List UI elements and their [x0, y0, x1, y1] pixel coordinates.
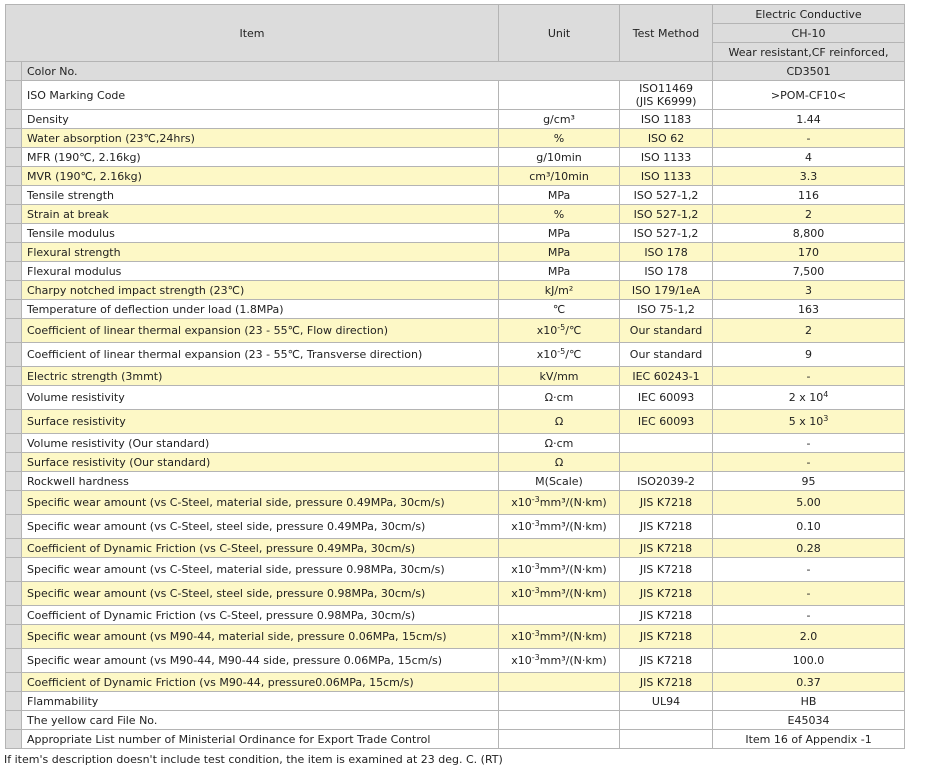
cell-test-method: ISO11469 (JIS K6999)	[620, 81, 713, 110]
table-row	[6, 491, 905, 515]
cell-value: 3	[713, 281, 905, 300]
table-row	[6, 224, 905, 243]
cell-unit	[499, 730, 620, 749]
cell-value: 100.0	[713, 649, 905, 673]
cell-value: 116	[713, 186, 905, 205]
cell-test-method: ISO 75-1,2	[620, 300, 713, 319]
row-gutter	[6, 434, 22, 453]
cell-unit: cm³/10min	[499, 167, 620, 186]
cell-unit: %	[499, 129, 620, 148]
row-gutter	[6, 281, 22, 300]
table-row	[6, 625, 905, 649]
cell-test-method	[620, 711, 713, 730]
footnote: If item's description doesn't include test condition, the item is examined at 23 deg. C. (RT)	[4, 753, 503, 766]
cell-test-method: ISO 179/1eA	[620, 281, 713, 300]
table-row	[6, 410, 905, 434]
cell-unit: Ω	[499, 453, 620, 472]
cell-item: Water absorption (23℃,24hrs)	[22, 129, 499, 148]
cell-item: Specific wear amount (vs C-Steel, material side, pressure 0.98MPa, 30cm/s)	[22, 558, 499, 582]
cell-unit: M(Scale)	[499, 472, 620, 491]
cell-test-method: ISO 178	[620, 262, 713, 281]
cell-unit: MPa	[499, 262, 620, 281]
cell-unit: Ω·cm	[499, 434, 620, 453]
table-row	[6, 81, 905, 110]
cell-item: Volume resistivity (Our standard)	[22, 434, 499, 453]
row-gutter	[6, 649, 22, 673]
cell-value: >POM-CF10<	[713, 81, 905, 110]
cell-unit: MPa	[499, 243, 620, 262]
table-row	[6, 205, 905, 224]
row-gutter	[6, 386, 22, 410]
cell-item: Coefficient of Dynamic Friction (vs C-Steel, pressure 0.98MPa, 30cm/s)	[22, 606, 499, 625]
color-label: Color No.	[22, 62, 713, 81]
cell-value: 7,500	[713, 262, 905, 281]
cell-unit: $x10^{-3}mm^3/(N\cdot km)$	[499, 649, 620, 673]
cell-test-method: ISO 527-1,2	[620, 224, 713, 243]
row-gutter	[6, 472, 22, 491]
cell-item: Specific wear amount (vs M90-44, M90-44 side, pressure 0.06MPa, 15cm/s)	[22, 649, 499, 673]
property-table	[5, 4, 905, 749]
cell-unit: kV/mm	[499, 367, 620, 386]
row-gutter	[6, 343, 22, 367]
cell-unit: $x10^{-3}mm^3/(N\cdot km)$	[499, 582, 620, 606]
row-gutter	[6, 453, 22, 472]
table-row	[6, 582, 905, 606]
cell-item: Surface resistivity (Our standard)	[22, 453, 499, 472]
cell-value: 163	[713, 300, 905, 319]
table-row	[6, 386, 905, 410]
row-gutter	[6, 319, 22, 343]
table-row	[6, 730, 905, 749]
cell-value: 4	[713, 148, 905, 167]
cell-unit: Ω	[499, 410, 620, 434]
cell-test-method: JIS K7218	[620, 582, 713, 606]
cell-item: MVR (190℃, 2.16kg)	[22, 167, 499, 186]
cell-test-method: JIS K7218	[620, 606, 713, 625]
cell-item: Specific wear amount (vs C-Steel, steel side, pressure 0.98MPa, 30cm/s)	[22, 582, 499, 606]
row-gutter	[6, 186, 22, 205]
cell-unit: ℃	[499, 300, 620, 319]
cell-item: The yellow card File No.	[22, 711, 499, 730]
cell-unit	[499, 711, 620, 730]
cell-unit: $x10^{-5}/℃$	[499, 319, 620, 343]
cell-item: Flexural strength	[22, 243, 499, 262]
cell-value: 0.37	[713, 673, 905, 692]
table-row	[6, 606, 905, 625]
cell-item: Tensile strength	[22, 186, 499, 205]
cell-test-method	[620, 453, 713, 472]
table-row	[6, 472, 905, 491]
cell-item: Coefficient of linear thermal expansion (23 - 55℃, Flow direction)	[22, 319, 499, 343]
color-row	[6, 62, 905, 81]
cell-unit: Ω·cm	[499, 386, 620, 410]
cell-item: Temperature of deflection under load (1.8MPa)	[22, 300, 499, 319]
cell-value: 2	[713, 205, 905, 224]
row-gutter	[6, 129, 22, 148]
cell-test-method: IEC 60093	[620, 410, 713, 434]
table-row	[6, 129, 905, 148]
cell-test-method: ISO 527-1,2	[620, 186, 713, 205]
cell-unit: kJ/m²	[499, 281, 620, 300]
header-grade-name: CH-10	[713, 24, 905, 43]
cell-item: Coefficient of Dynamic Friction (vs C-Steel, pressure 0.49MPa, 30cm/s)	[22, 539, 499, 558]
cell-value: 5.00	[713, 491, 905, 515]
row-gutter	[6, 491, 22, 515]
row-gutter	[6, 730, 22, 749]
table-row	[6, 711, 905, 730]
row-gutter	[6, 692, 22, 711]
color-value: CD3501	[713, 62, 905, 81]
row-gutter	[6, 62, 22, 81]
cell-test-method: ISO 178	[620, 243, 713, 262]
header-test-method: Test Method	[620, 5, 713, 62]
cell-value: E45034	[713, 711, 905, 730]
cell-item: Specific wear amount (vs C-Steel, material side, pressure 0.49MPa, 30cm/s)	[22, 491, 499, 515]
cell-item: MFR (190℃, 2.16kg)	[22, 148, 499, 167]
table-row	[6, 281, 905, 300]
cell-item: Volume resistivity	[22, 386, 499, 410]
table-row	[6, 300, 905, 319]
cell-test-method: UL94	[620, 692, 713, 711]
cell-value: 2	[713, 319, 905, 343]
cell-test-method: IEC 60243-1	[620, 367, 713, 386]
cell-test-method: ISO 527-1,2	[620, 205, 713, 224]
cell-item: Flexural modulus	[22, 262, 499, 281]
cell-test-method: JIS K7218	[620, 558, 713, 582]
row-gutter	[6, 148, 22, 167]
header-unit: Unit	[499, 5, 620, 62]
row-gutter	[6, 300, 22, 319]
table-row	[6, 539, 905, 558]
cell-value: 9	[713, 343, 905, 367]
row-gutter	[6, 410, 22, 434]
row-gutter	[6, 110, 22, 129]
cell-test-method: ISO2039-2	[620, 472, 713, 491]
cell-value: 1.44	[713, 110, 905, 129]
table-row	[6, 148, 905, 167]
cell-unit	[499, 539, 620, 558]
cell-value: -	[713, 558, 905, 582]
row-gutter	[6, 205, 22, 224]
cell-test-method: JIS K7218	[620, 673, 713, 692]
row-gutter	[6, 81, 22, 110]
row-gutter	[6, 539, 22, 558]
cell-value: -	[713, 367, 905, 386]
row-gutter	[6, 243, 22, 262]
cell-value: 2.0	[713, 625, 905, 649]
cell-item: Charpy notched impact strength (23℃)	[22, 281, 499, 300]
cell-value: 170	[713, 243, 905, 262]
cell-unit: %	[499, 205, 620, 224]
cell-test-method	[620, 730, 713, 749]
cell-unit: $x10^{-3}mm^3/(N\cdot km)$	[499, 558, 620, 582]
cell-unit: $x10^{-3}mm^3/(N\cdot km)$	[499, 625, 620, 649]
table-row	[6, 262, 905, 281]
cell-value: 8,800	[713, 224, 905, 243]
row-gutter	[6, 582, 22, 606]
cell-item: Coefficient of Dynamic Friction (vs M90-44, pressure0.06MPa, 15cm/s)	[22, 673, 499, 692]
cell-test-method: ISO 1183	[620, 110, 713, 129]
cell-test-method: IEC 60093	[620, 386, 713, 410]
cell-value: 2 x $10^4$	[713, 386, 905, 410]
cell-test-method: Our standard	[620, 319, 713, 343]
cell-unit	[499, 606, 620, 625]
row-gutter	[6, 625, 22, 649]
table-row	[6, 453, 905, 472]
table-row	[6, 692, 905, 711]
property-table-container	[5, 4, 905, 749]
table-row	[6, 319, 905, 343]
cell-item: ISO Marking Code	[22, 81, 499, 110]
cell-unit: MPa	[499, 224, 620, 243]
cell-item: Surface resistivity	[22, 410, 499, 434]
cell-unit	[499, 81, 620, 110]
cell-test-method	[620, 434, 713, 453]
cell-test-method: ISO 1133	[620, 167, 713, 186]
table-row	[6, 186, 905, 205]
table-row	[6, 167, 905, 186]
table-row	[6, 110, 905, 129]
cell-value: Item 16 of Appendix -1	[713, 730, 905, 749]
row-gutter	[6, 167, 22, 186]
cell-unit	[499, 692, 620, 711]
cell-item: Flammability	[22, 692, 499, 711]
row-gutter	[6, 558, 22, 582]
table-row	[6, 515, 905, 539]
cell-unit: $x10^{-3}mm^3/(N\cdot km)$	[499, 491, 620, 515]
cell-value: -	[713, 453, 905, 472]
cell-test-method: JIS K7218	[620, 539, 713, 558]
row-gutter	[6, 224, 22, 243]
row-gutter	[6, 262, 22, 281]
row-gutter	[6, 673, 22, 692]
cell-item: Specific wear amount (vs C-Steel, steel side, pressure 0.49MPa, 30cm/s)	[22, 515, 499, 539]
table-row	[6, 434, 905, 453]
cell-item: Density	[22, 110, 499, 129]
cell-unit: $x10^{-3}mm^3/(N\cdot km)$	[499, 515, 620, 539]
row-gutter	[6, 515, 22, 539]
table-row	[6, 558, 905, 582]
cell-test-method: JIS K7218	[620, 625, 713, 649]
cell-value: 95	[713, 472, 905, 491]
cell-value: -	[713, 582, 905, 606]
cell-value: HB	[713, 692, 905, 711]
header-item: Item	[6, 5, 499, 62]
cell-value: -	[713, 606, 905, 625]
row-gutter	[6, 367, 22, 386]
cell-test-method: JIS K7218	[620, 491, 713, 515]
cell-item: Strain at break	[22, 205, 499, 224]
cell-item: Tensile modulus	[22, 224, 499, 243]
cell-value: -	[713, 434, 905, 453]
cell-test-method: ISO 62	[620, 129, 713, 148]
table-row	[6, 243, 905, 262]
cell-value: 5 x $10^3$	[713, 410, 905, 434]
table-row	[6, 367, 905, 386]
cell-unit	[499, 673, 620, 692]
cell-value: 0.28	[713, 539, 905, 558]
cell-item: Electric strength (3mmt)	[22, 367, 499, 386]
cell-test-method: JIS K7218	[620, 649, 713, 673]
cell-value: 0.10	[713, 515, 905, 539]
header-grade-desc: Wear resistant,CF reinforced,	[713, 43, 905, 62]
cell-unit: MPa	[499, 186, 620, 205]
cell-unit: g/10min	[499, 148, 620, 167]
cell-test-method: ISO 1133	[620, 148, 713, 167]
table-row	[6, 343, 905, 367]
cell-value: -	[713, 129, 905, 148]
table-row	[6, 673, 905, 692]
cell-test-method: Our standard	[620, 343, 713, 367]
row-gutter	[6, 711, 22, 730]
cell-unit: g/cm³	[499, 110, 620, 129]
cell-item: Specific wear amount (vs M90-44, material side, pressure 0.06MPa, 15cm/s)	[22, 625, 499, 649]
cell-test-method: JIS K7218	[620, 515, 713, 539]
cell-item: Rockwell hardness	[22, 472, 499, 491]
cell-item: Coefficient of linear thermal expansion (23 - 55℃, Transverse direction)	[22, 343, 499, 367]
table-row	[6, 649, 905, 673]
cell-item: Appropriate List number of Ministerial Ordinance for Export Trade Control	[22, 730, 499, 749]
cell-value: 3.3	[713, 167, 905, 186]
cell-unit: $x10^{-5}/℃$	[499, 343, 620, 367]
row-gutter	[6, 606, 22, 625]
header-grade-title: Electric Conductive	[713, 5, 905, 24]
